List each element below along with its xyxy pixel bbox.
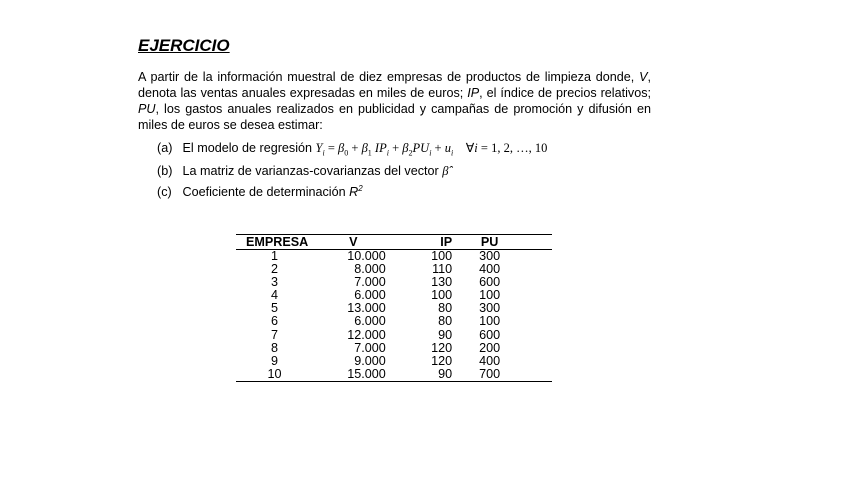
cell-pu: 300 <box>479 301 501 316</box>
exercise-title: EJERCICIO <box>138 36 230 55</box>
cell-empresa: 5 <box>271 301 279 316</box>
cell-ip: 90 <box>438 327 453 342</box>
cell-v: 6.000 <box>354 288 386 303</box>
cell-ip: 80 <box>438 314 453 329</box>
cell-v: 9.000 <box>354 353 386 368</box>
cell-v: 8.000 <box>354 262 386 277</box>
cell-pu: 200 <box>479 340 501 355</box>
beta-hat-symbol: β̂ <box>442 164 449 178</box>
header-pu: PU <box>452 235 552 250</box>
data-table <box>236 234 552 382</box>
cell-empresa: 2 <box>271 262 279 277</box>
item-c-text: Coeficiente de determinación <box>182 185 346 200</box>
cell-v: 13.000 <box>347 301 386 316</box>
table-row <box>236 302 552 315</box>
cell-ip: 80 <box>438 301 453 316</box>
item-a-label: (a) <box>157 141 173 155</box>
cell-empresa: 10 <box>236 368 313 382</box>
table-row <box>236 315 552 328</box>
cell-v: 12.000 <box>347 327 386 342</box>
cell-v: 6.000 <box>354 314 386 329</box>
table-row <box>236 263 552 276</box>
item-b-label: (b) <box>157 164 173 178</box>
cell-pu: 700 <box>452 368 552 382</box>
table-header-row <box>236 235 552 250</box>
cell-ip: 130 <box>431 275 453 290</box>
header-ip: IP <box>386 235 452 250</box>
cell-ip: 110 <box>432 262 453 277</box>
table-row <box>236 329 552 342</box>
table-row <box>236 368 552 382</box>
cell-v: 15.000 <box>313 368 386 382</box>
regression-formula: $Y_i = \beta_0 + \beta_1$ $IP_i + \beta_2PU_i + u_i$ ∀i = 1, 2, …, 10 <box>315 141 548 158</box>
item-b <box>157 163 448 179</box>
cell-pu: 300 <box>479 249 501 263</box>
table-row <box>236 342 552 355</box>
table-row <box>236 250 552 264</box>
item-b-text: La matriz de varianzas-covarianzas del vector <box>182 164 439 178</box>
cell-v: 7.000 <box>354 275 386 290</box>
table-row <box>236 355 552 368</box>
item-c <box>157 181 363 200</box>
table-row <box>236 289 552 302</box>
cell-ip: 120 <box>431 340 453 355</box>
cell-ip: 100 <box>431 288 453 303</box>
cell-empresa: 7 <box>271 327 279 342</box>
item-a-text: El modelo de regresión <box>182 141 313 155</box>
cell-empresa: 8 <box>271 340 279 355</box>
cell-pu: 600 <box>479 327 501 342</box>
cell-pu: 400 <box>479 262 501 277</box>
item-c-label: (c) <box>157 185 172 200</box>
cell-ip: 100 <box>431 249 453 263</box>
table-row <box>236 276 552 289</box>
cell-empresa: 9 <box>271 353 279 368</box>
r-squared-symbol: $R^2$ <box>349 184 363 200</box>
cell-v: 7.000 <box>354 340 386 355</box>
item-a <box>157 140 547 162</box>
cell-empresa: 6 <box>271 314 279 329</box>
cell-ip: 90 <box>386 368 452 382</box>
cell-pu: 100 <box>479 314 501 329</box>
cell-empresa: 1 <box>271 249 279 263</box>
cell-empresa: 4 <box>271 288 279 303</box>
cell-pu: 400 <box>479 353 501 368</box>
cell-pu: 600 <box>479 275 501 290</box>
cell-v: 10.000 <box>347 249 386 263</box>
header-empresa: EMPRESA <box>236 235 313 250</box>
intro-paragraph: A partir de la información muestral de diez empresas de productos de limpieza donde, V, denota las ventas anuales expresadas en miles de euros; IP, el índice de precios relativos; PU, los gastos anuales realizados en publicidad y campañas de promoción y difusión en miles de euros se desea estimar: <box>138 70 652 132</box>
header-v: V <box>313 235 386 250</box>
cell-empresa: 3 <box>271 275 279 290</box>
cell-pu: 100 <box>479 288 501 303</box>
cell-ip: 120 <box>431 353 453 368</box>
